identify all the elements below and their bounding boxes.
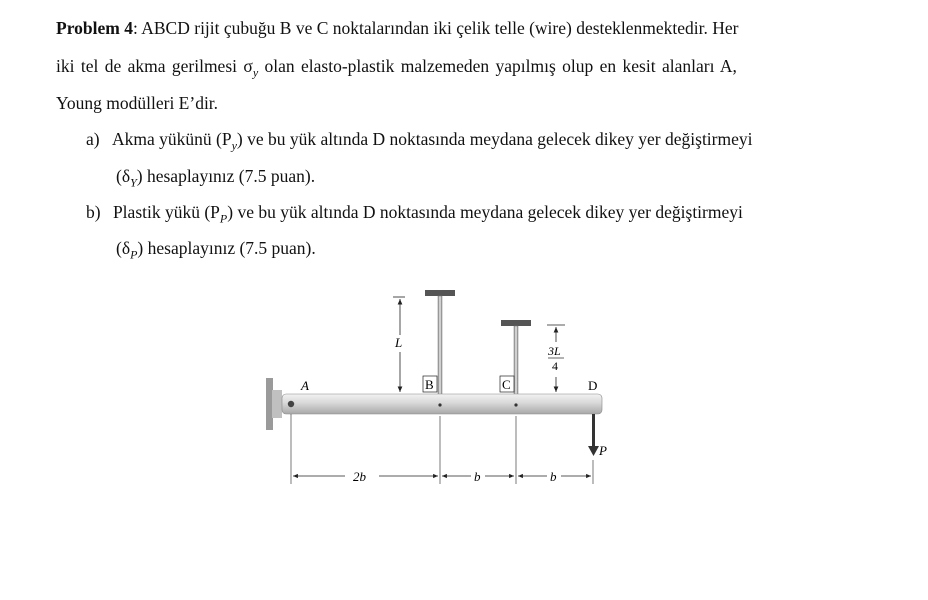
wall-support <box>266 378 282 430</box>
part-b-text-1-rest: ) ve bu yük altında D noktasında meydana gelecek dikey yer değiştirmeyi <box>227 202 743 222</box>
pin-A <box>288 401 294 407</box>
part-a-text-1: Akma yükünü (P <box>111 129 232 149</box>
label-b1: b <box>474 469 481 484</box>
dimension-3L-4 <box>547 325 565 392</box>
part-a-text-2-rest: ) hesaplayınız (7.5 puan). <box>136 166 316 186</box>
problem-intro-2: iki tel de akma gerilmesi σ <box>56 56 253 76</box>
ceiling-B <box>425 290 455 296</box>
dimension-b1 <box>442 469 514 484</box>
point-C <box>514 403 517 406</box>
problem-intro-2-sub: y <box>252 65 259 80</box>
label-L: L <box>395 335 403 350</box>
wire-C <box>514 326 518 396</box>
problem-intro-1: : ABCD rijit çubuğu B ve C noktalarından iki çelik telle (wire) desteklenmektedir. Her <box>132 18 739 38</box>
label-D: D <box>588 378 598 393</box>
dimension-b2 <box>518 469 591 484</box>
rigid-bar <box>282 394 602 414</box>
dimension-L <box>393 297 405 392</box>
label-b2: b <box>550 469 557 484</box>
beam-figure <box>255 270 635 500</box>
part-b-text-2-sub: P <box>130 247 138 262</box>
load-P-arrow <box>588 414 607 458</box>
part-a-text-1-rest: ) ve bu yük altında D noktasında meydana gelecek dikey yer değiştirmeyi <box>236 129 753 149</box>
problem-intro-3: Young modülleri E’dir. <box>56 93 219 113</box>
problem-heading: Problem 4 <box>56 18 133 38</box>
part-b-line-1 <box>86 202 743 227</box>
part-a-marker: a) <box>86 129 100 149</box>
label-P: P <box>599 443 607 458</box>
ceiling-C <box>501 320 531 326</box>
part-a-text-2: (δ <box>116 166 131 186</box>
problem-line-2 <box>56 56 737 81</box>
label-A: A <box>301 378 309 393</box>
label-C: C <box>502 377 511 392</box>
part-a-text-1-sub: y <box>231 138 237 153</box>
part-b-text-2-rest: ) hesaplayınız (7.5 puan). <box>137 238 316 258</box>
part-b-marker: b) <box>86 202 101 222</box>
label-3L: 3L <box>548 344 561 358</box>
problem-line-1 <box>56 18 739 39</box>
extension-lines <box>291 414 593 484</box>
part-b-line-2 <box>116 238 316 263</box>
part-a-line-1 <box>86 129 753 154</box>
label-2b: 2b <box>353 469 366 484</box>
part-a-line-2 <box>116 166 315 191</box>
problem-line-3 <box>56 93 218 114</box>
label-3L-den: 4 <box>552 359 558 373</box>
part-a-text-2-sub: Y <box>130 175 137 190</box>
wire-B <box>438 296 442 396</box>
problem-intro-2-rest: olan elasto-plastik malzemeden yapılmış olup en kesit alanları A, <box>258 56 737 76</box>
part-b-text-2: (δ <box>116 238 131 258</box>
dimension-2b <box>293 469 438 484</box>
point-B <box>438 403 441 406</box>
part-b-text-1-sub: P <box>219 211 228 226</box>
part-b-text-1: Plastik yükü (P <box>112 202 220 222</box>
label-B: B <box>425 377 434 392</box>
